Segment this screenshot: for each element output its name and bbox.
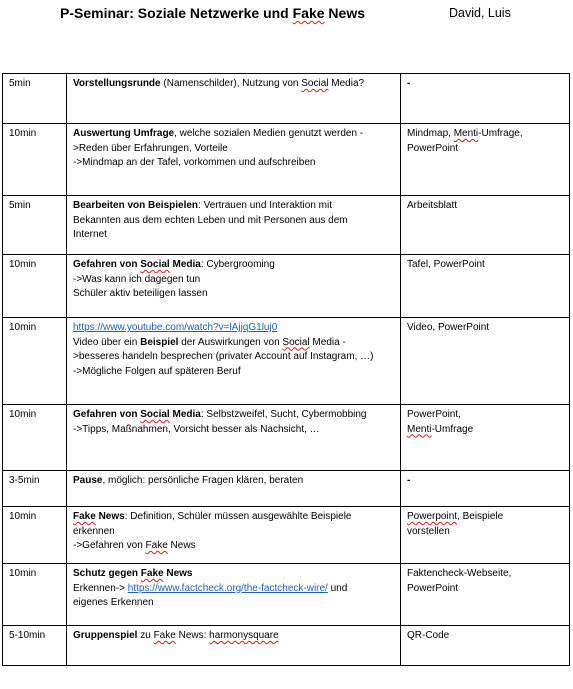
table-row [3, 471, 570, 507]
table-row [3, 74, 570, 124]
text-run: Tafel, PowerPoint [407, 259, 485, 270]
text-run: Internet [73, 229, 107, 240]
time-cell: 5min [3, 196, 67, 255]
spellcheck-word: Fake [153, 630, 176, 641]
text-run: >Reden über Erfahrungen, Vorteile [73, 142, 228, 154]
text-run: News: [175, 630, 210, 641]
time-cell: 3-5min [3, 471, 67, 507]
cell-line [407, 77, 565, 92]
material-cell [401, 471, 570, 507]
cell-line [73, 539, 396, 554]
hyperlink[interactable]: https://www.factcheck.org/the-factcheck-wire/ [127, 582, 328, 594]
spellcheck-word: Menti [407, 423, 432, 435]
text-run: Schüler aktiv beteiligen lassen [73, 288, 208, 299]
material-cell [401, 405, 570, 471]
material-cell [401, 564, 570, 626]
text-run: Media [169, 259, 201, 270]
text-run: -Umfrage, [478, 128, 523, 139]
text-run: Video über ein [73, 336, 141, 348]
text-run: : Definition, Schüler müssen ausgewählte Beispiele [124, 511, 352, 522]
material-cell [401, 507, 570, 564]
cell-line [73, 321, 396, 336]
spellcheck-word: Fake [140, 568, 164, 579]
text-run: - [407, 475, 411, 486]
text-run: News [167, 540, 196, 551]
table-row [3, 318, 570, 405]
time-cell: 5min [3, 74, 67, 124]
text-run: >besseres handeln besprechen (privater Account auf Instagram, …) [73, 351, 374, 362]
spellcheck-word: Social [140, 259, 170, 270]
text-run: eigenes Erkennen [73, 597, 154, 608]
cell-line [73, 156, 396, 171]
material-cell [401, 626, 570, 666]
table-row [3, 507, 570, 564]
material-cell [401, 255, 570, 318]
text-run: News [163, 568, 193, 579]
cell-line [407, 127, 565, 142]
text-run: Pause [73, 475, 103, 486]
document-title: P-Seminar: Soziale Netzwerke und Fake News [60, 5, 366, 21]
text-run: ->Mindmap an der Tafel, vorkommen und aufschreiben [73, 157, 316, 168]
cell-line [73, 142, 396, 157]
text-run: Media [169, 409, 201, 420]
spellcheck-word: Fake [73, 511, 96, 522]
cell-line [73, 629, 396, 644]
text-run: vorstellen [407, 525, 450, 537]
cell-line [73, 336, 396, 351]
time-cell: 5-10min [3, 626, 67, 666]
text-run: Gefahren von [73, 259, 141, 270]
cell-line [73, 127, 396, 142]
cell-line [407, 258, 565, 273]
spellcheck-word: Social [140, 409, 170, 420]
table-row [3, 124, 570, 196]
text-run: : Cybergrooming [200, 259, 275, 270]
cell-line [407, 408, 565, 423]
cell-line [73, 423, 396, 438]
table-row [3, 405, 570, 471]
text-run: News [95, 511, 125, 522]
cell-line [407, 525, 565, 540]
cell-line [73, 350, 396, 365]
text-run: Mindmap, [407, 128, 454, 139]
activity-cell [67, 318, 401, 405]
cell-line [73, 199, 396, 214]
cell-line [73, 228, 396, 243]
activity-cell [67, 626, 401, 666]
text-run: ->Tipps, Maßnahmen, Vorsicht besser als Nachsicht, … [73, 423, 320, 435]
time-cell: 10min [3, 124, 67, 196]
text-run: Gruppenspiel [73, 630, 138, 641]
material-cell [401, 124, 570, 196]
activity-cell [67, 405, 401, 471]
activity-cell [67, 74, 401, 124]
text-run: -Umfrage [431, 423, 474, 435]
cell-line [73, 214, 396, 229]
material-cell [401, 196, 570, 255]
text-run: erkennen [73, 525, 115, 537]
text-run: Media? [328, 78, 365, 89]
text-run: PowerPoint [407, 582, 459, 594]
lesson-plan-table [2, 73, 570, 666]
text-run: - [407, 78, 411, 89]
cell-line [407, 199, 565, 214]
table-row [3, 564, 570, 626]
spellcheck-word: Fake [292, 5, 325, 21]
cell-line [73, 287, 396, 302]
cell-line [407, 321, 565, 336]
hyperlink[interactable]: https://www.youtube.com/watch?v=lAjjqG1luj0 [73, 322, 278, 333]
cell-line [73, 77, 396, 92]
time-cell: 10min [3, 318, 67, 405]
cell-line [73, 258, 396, 273]
cell-line [407, 582, 565, 597]
spellcheck-word: harmonysquare [209, 630, 279, 641]
cell-line [73, 365, 396, 380]
cell-line [407, 423, 565, 438]
cell-line [73, 510, 396, 525]
table-row [3, 196, 570, 255]
text-run: ->Was kann ich dagegen tun [73, 273, 201, 285]
text-run: Beispiel [140, 336, 179, 348]
text-run: Arbeitsblatt [407, 200, 458, 211]
text-run: Erkennen-> [73, 582, 128, 594]
time-cell: 10min [3, 564, 67, 626]
cell-line [73, 525, 396, 540]
time-cell: 10min [3, 507, 67, 564]
material-cell [401, 318, 570, 405]
cell-line [73, 582, 396, 597]
cell-line [73, 567, 396, 582]
activity-cell [67, 124, 401, 196]
text-run: Vorstellungsrunde [73, 78, 161, 89]
cell-line [407, 142, 565, 157]
text-run: PowerPoint, [407, 409, 461, 420]
text-run: PowerPoint [407, 142, 459, 154]
text-run: Schutz gegen [73, 568, 141, 579]
spellcheck-word: Social [282, 336, 310, 348]
text-run: zu [137, 630, 154, 641]
activity-cell [67, 564, 401, 626]
text-run: : Vertrauen und Interaktion mit [198, 200, 333, 211]
time-cell: 10min [3, 405, 67, 471]
text-run: ->Gefahren von [73, 540, 146, 551]
text-run: (Namenschilder), Nutzung von [160, 78, 302, 89]
text-run: : Selbstzweifel, Sucht, Cybermobbing [200, 409, 367, 420]
text-run: und [327, 582, 348, 594]
cell-line [407, 510, 565, 525]
text-run: , möglich: persönliche Fragen klären, beraten [102, 475, 304, 486]
document-author: David, Luis [449, 6, 511, 20]
cell-line [407, 474, 565, 489]
text-run: Video, PowerPoint [407, 322, 490, 333]
text-run: , Beispiele [457, 511, 504, 522]
cell-line [73, 408, 396, 423]
activity-cell [67, 507, 401, 564]
spellcheck-word: Social [301, 78, 329, 89]
activity-cell [67, 196, 401, 255]
text-run: der Auswirkungen von [178, 336, 283, 348]
activity-cell [67, 471, 401, 507]
text-run: Faktencheck-Webseite, [407, 568, 512, 579]
spellcheck-word: Fake [145, 540, 168, 551]
table-row [3, 255, 570, 318]
text-run: Bearbeiten von Beispielen [73, 200, 199, 211]
text-run: Gefahren von [73, 409, 141, 420]
text-run: , welche sozialen Medien genutzt werden - [174, 128, 364, 139]
cell-line [73, 273, 396, 288]
text-run: Auswertung Umfrage [73, 128, 175, 139]
table-row [3, 626, 570, 666]
cell-line [73, 596, 396, 611]
text-run: QR-Code [407, 630, 450, 641]
text-run: Bekannten aus dem echten Leben und mit Personen aus dem [73, 214, 348, 226]
cell-line [407, 567, 565, 582]
time-cell: 10min [3, 255, 67, 318]
text-run: ->Mögliche Folgen auf späteren Beruf [73, 365, 241, 377]
cell-line [407, 629, 565, 644]
material-cell [401, 74, 570, 124]
spellcheck-word: Powerpoint [407, 511, 458, 522]
cell-line [73, 474, 396, 489]
text-run: Media - [309, 336, 346, 348]
activity-cell [67, 255, 401, 318]
spellcheck-word: Menti [453, 128, 479, 139]
